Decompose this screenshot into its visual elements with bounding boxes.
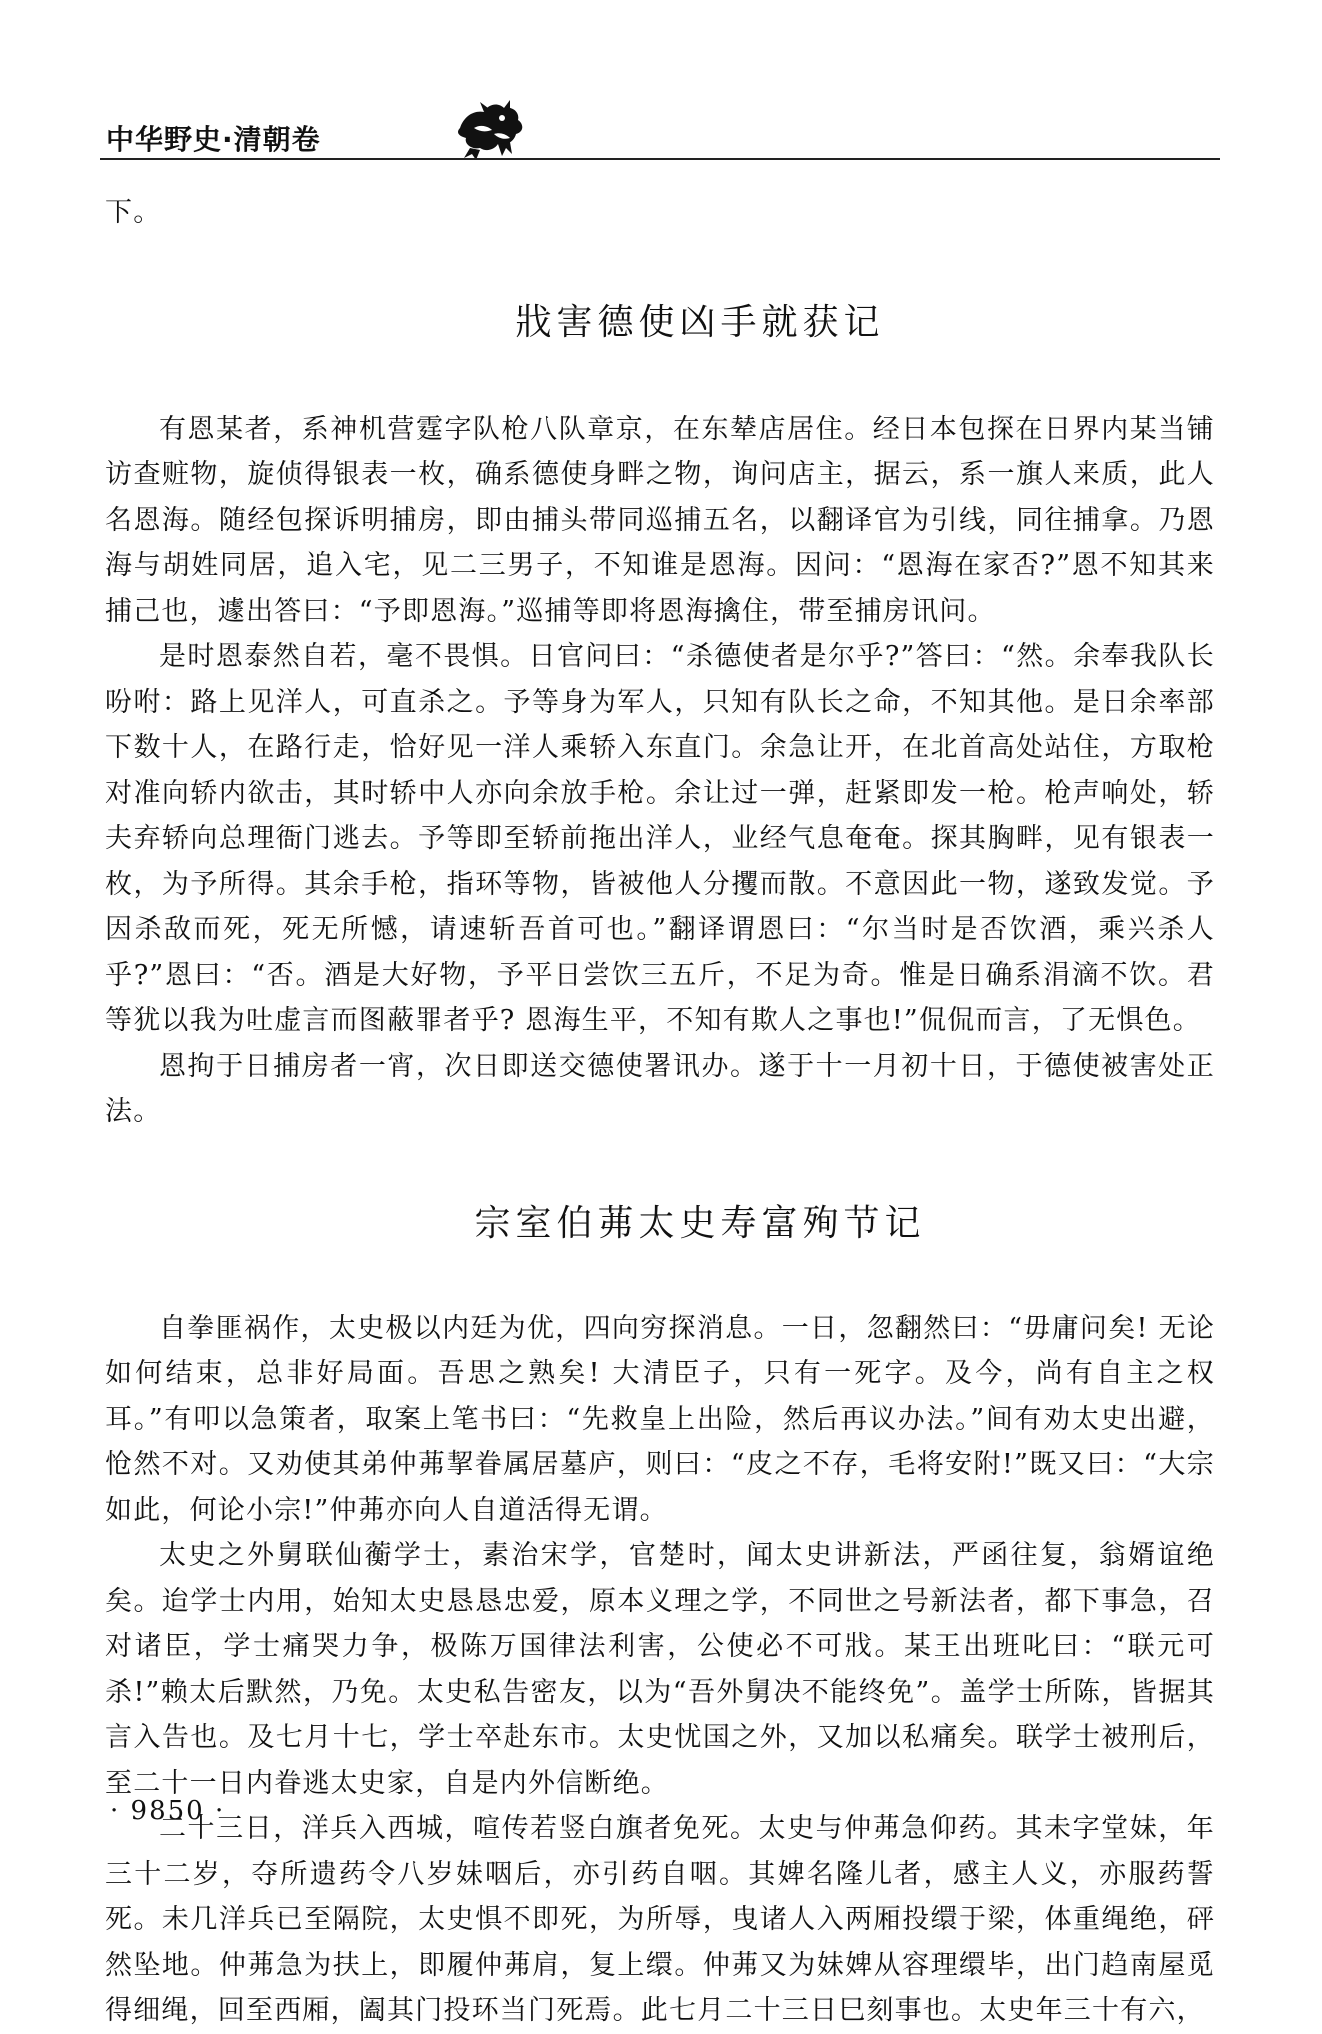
paragraph: 是时恩泰然自若，毫不畏惧。日官问曰：“杀德使者是尔乎?”答曰：“然。余奉我队长吩咐：路上见洋人，可直杀之。予等身为军人，只知有队长之命，不知其他。是日余率部下数十人，在路行走，恰好见一洋人乘轿入东直门。余急让开，在北首高处站住，方取枪对准向轿内欲击，其时轿中人亦向余放手枪。余让过一弹，赶紧即发一枪。枪声响处，轿夫弃轿向总理衙门逃去。予等即至轿前拖出洋人，业经气息奄奄。探其胸畔，见有银表一枚，为予所得。其余手枪，指环等物，皆被他人分攫而散。不意因此一物，遂致发觉。予因杀敌而死，死无所憾，请速斩吾首可也。”翻译谓恩曰：“尔当时是否饮酒，乘兴杀人乎?”恩曰：“否。酒是大好物，予平日尝饮三五斤，不足为奇。惟是日确系涓滴不饮。君等犹以我为吐虚言而图蔽罪者乎? 恩海生平，不知有欺人之事也!”侃侃而言，了无惧色。 <box>105 641 1215 1036</box>
running-title: 中华野史·清朝卷 <box>106 123 321 156</box>
page-body <box>105 190 1215 2034</box>
article-2 <box>105 1195 1215 2034</box>
article-title: 戕害德使凶手就获记 <box>515 301 885 343</box>
article-title: 宗室伯茀太史寿富殉节记 <box>474 1202 926 1244</box>
header-rule <box>100 158 1220 160</box>
continuation-text: 下。 <box>105 197 162 228</box>
paragraph: 二十三日，洋兵入西城，喧传若竖白旗者免死。太史与仲茀急仰药。其未字堂妹，年三十二岁，夺所遗药令八岁妹咽后，亦引药自咽。其婢名隆儿者，感主人义，亦服药誓死。未几洋兵已至隔院，太史惧不即死，为所辱，曳诸人入两厢投缳于梁，体重绳绝，砰然坠地。仲茀急为扶上，即履仲茀肩，复上缳。仲茀又为妹婢从容理缳毕，出门趋南屋觅得细绳，回至西厢，阖其门投环当门死焉。此七月二十三日巳刻事也。太史年三十有六， <box>105 1813 1215 2026</box>
article-1 <box>105 294 1215 1135</box>
paragraph: 自拳匪祸作，太史极以内廷为优，四向穷探消息。一日，忽翻然曰：“毋庸问矣! 无论如何结束，总非好局面。吾思之熟矣! 大清臣子，只有一死字。及今，尚有自主之权耳。”有叩以急策者，取案上笔书曰：“先救皇上出险，然后再议办法。”间有劝太史出避，怆然不对。又劝使其弟仲茀挈眷属居墓庐，则曰：“皮之不存，毛将安附!”既又曰：“大宗如此，何论小宗!”仲茀亦向人自道活得无谓。 <box>105 1312 1215 1526</box>
paragraph: 恩拘于日捕房者一宵，次日即送交德使署讯办。遂于十一月初十日，于德使被害处正法。 <box>105 1050 1215 1127</box>
running-header <box>100 112 1220 164</box>
paragraph: 有恩某者，系神机营霆字队枪八队章京，在东辇店居住。经日本包探在日界内某当铺访查赃物，旋侦得银表一枚，确系德使身畔之物，询问店主，据云，系一旗人来质，此人名恩海。随经包探诉明捕房，即由捕头带同巡捕五名，以翻译官为引线，同往捕拿。乃恩海与胡姓同居，追入宅，见二三男子，不知谁是恩海。因问：“恩海在家否?”恩不知其来捕己也，遽出答曰：“予即恩海。”巡捕等即将恩海擒住，带至捕房讯问。 <box>105 413 1215 627</box>
paragraph: 太史之外舅联仙蘅学士，素治宋学，官楚时，闻太史讲新法，严函往复，翁婿谊绝矣。迨学士内用，始知太史恳恳忠爱，原本义理之学，不同世之号新法者，都下事急，召对诸臣，学士痛哭力争，极陈万国律法利害，公使必不可戕。某王出班叱曰：“联元可杀!”赖太后默然，乃免。太史私告密友，以为“吾外舅决不能终免”。盖学士所陈，皆据其言入告也。及七月十七，学士卒赴东市。太史忧国之外，又加以私痛矣。联学士被刑后，至二十一日内眷逃太史家，自是内外信断绝。 <box>105 1540 1215 1799</box>
dragon-emblem-icon <box>452 98 528 162</box>
page-number: · 9850 · <box>110 1796 226 1826</box>
